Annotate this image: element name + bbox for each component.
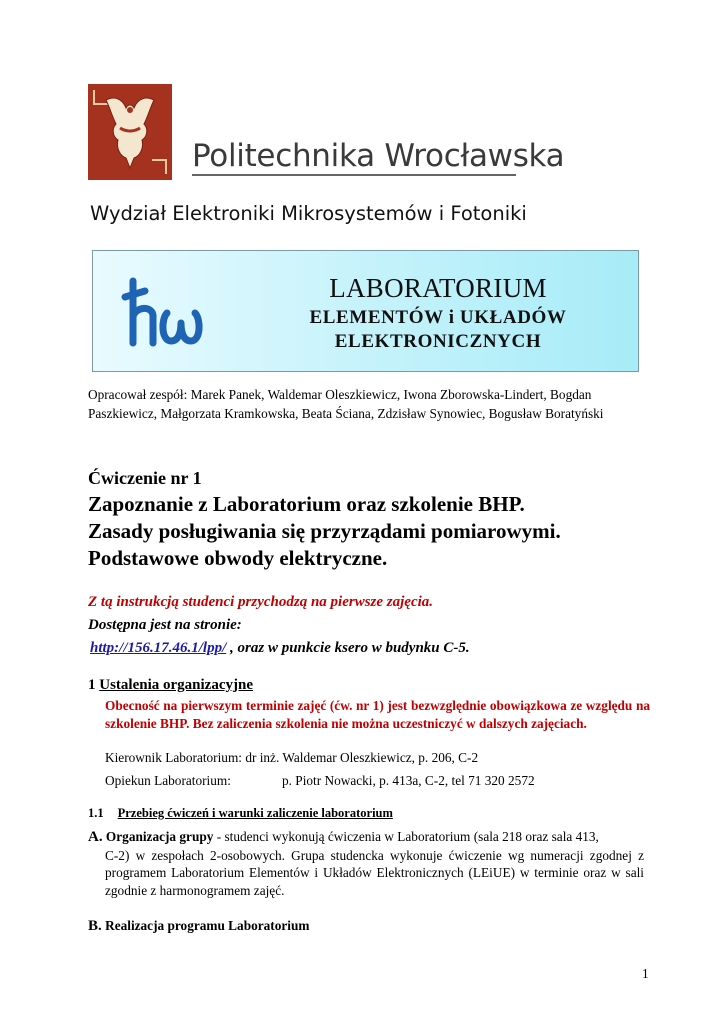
head-of-lab: Kierownik Laboratorium: dr inż. Waldemar Oleszkiewicz, p. 206, C-2 [105, 750, 479, 765]
link-line [90, 640, 470, 657]
hbar-omega-logo-icon [121, 275, 203, 351]
section-title: Przebieg ćwiczeń i warunki zaliczenie laboratorium [117, 806, 393, 820]
section-number: 1 [88, 677, 96, 693]
supervisor-label: Opiekun Laboratorium: [105, 773, 231, 788]
lab-title-line1: LABORATORIUM [329, 273, 547, 303]
item-first-line: - studenci wykonują ćwiczenia w Laboratorium (sala 218 oraz sala 413, [213, 829, 599, 844]
instruction-notice: Z tą instrukcją studenci przychodzą na pierwsze zajęcia. [88, 594, 434, 610]
lab-title-line3: ELEKTRONICZNYCH [334, 331, 542, 352]
section-1-heading [88, 677, 253, 694]
section-1-1-heading [88, 806, 393, 821]
authors-paragraph: Opracował zespół: Marek Panek, Waldemar Oleszkiewicz, Iwona Zborowska-Lindert, Bogdan Paszkiewicz, Małgorzata Kramkowska, Beata Ściana, Zdzisław Synowiec, Bogusław Boratyński [88, 387, 604, 421]
eagle-emblem-icon [88, 84, 172, 180]
topic-line2: Zasady posługiwania się przyrządami pomiarowymi. [88, 519, 561, 543]
university-logo [88, 84, 565, 180]
lab-banner [92, 250, 639, 372]
attendance-warning: Obecność na pierwszym terminie zajęć (ćw. nr 1) jest bezwzględnie obowiązkowa ze względu na szkolenie BHP. Bez zaliczenia szkolenia nie można uczestniczyć w dalszych zajęciach. [105, 698, 650, 731]
topic-line1: Zapoznanie z Laboratorium oraz szkolenie BHP. [88, 492, 525, 516]
item-body: C-2) w zespołach 2-osobowych. Grupa studencka wykonuje ćwiczenie wg numeracji zgodnej z programem Laboratorium Elementów i Układów Elektronicznych (LEiUE) w terminie oraz w sali zgodnie z harmonogramem zajęć. [105, 847, 644, 898]
lab-supervisor [105, 773, 535, 789]
item-b [88, 918, 309, 935]
exercise-topic [88, 491, 648, 572]
item-letter: A. [88, 829, 103, 845]
section-number: 1.1 [88, 806, 104, 820]
faculty-name: Wydział Elektroniki Mikrosystemów i Fotoniki [90, 202, 527, 225]
page-number: 1 [642, 966, 649, 981]
section-title: Ustalenia organizacyjne [99, 677, 253, 693]
exercise-number: Ćwiczenie nr 1 [88, 468, 202, 488]
link-suffix: , oraz w punkcie ksero w budynku C-5. [226, 640, 470, 656]
item-title: Organizacja grupy [105, 829, 214, 844]
item-a [88, 828, 644, 899]
item-letter: B. [88, 918, 102, 934]
supervisor-value: p. Piotr Nowacki, p. 413a, C-2, tel 71 320 2572 [282, 773, 535, 788]
topic-line3: Podstawowe obwody elektryczne. [88, 546, 388, 570]
lab-title-line2: ELEMENTÓW i UKŁADÓW [309, 307, 567, 328]
item-title: Realizacja programu Laboratorium [105, 918, 310, 933]
availability-text: Dostępna jest na stronie: [88, 617, 242, 633]
lab-website-link[interactable]: http://156.17.46.1/lpp/ [90, 640, 227, 656]
university-name: Politechnika Wrocławska [192, 138, 565, 174]
logo-underline [192, 174, 516, 176]
